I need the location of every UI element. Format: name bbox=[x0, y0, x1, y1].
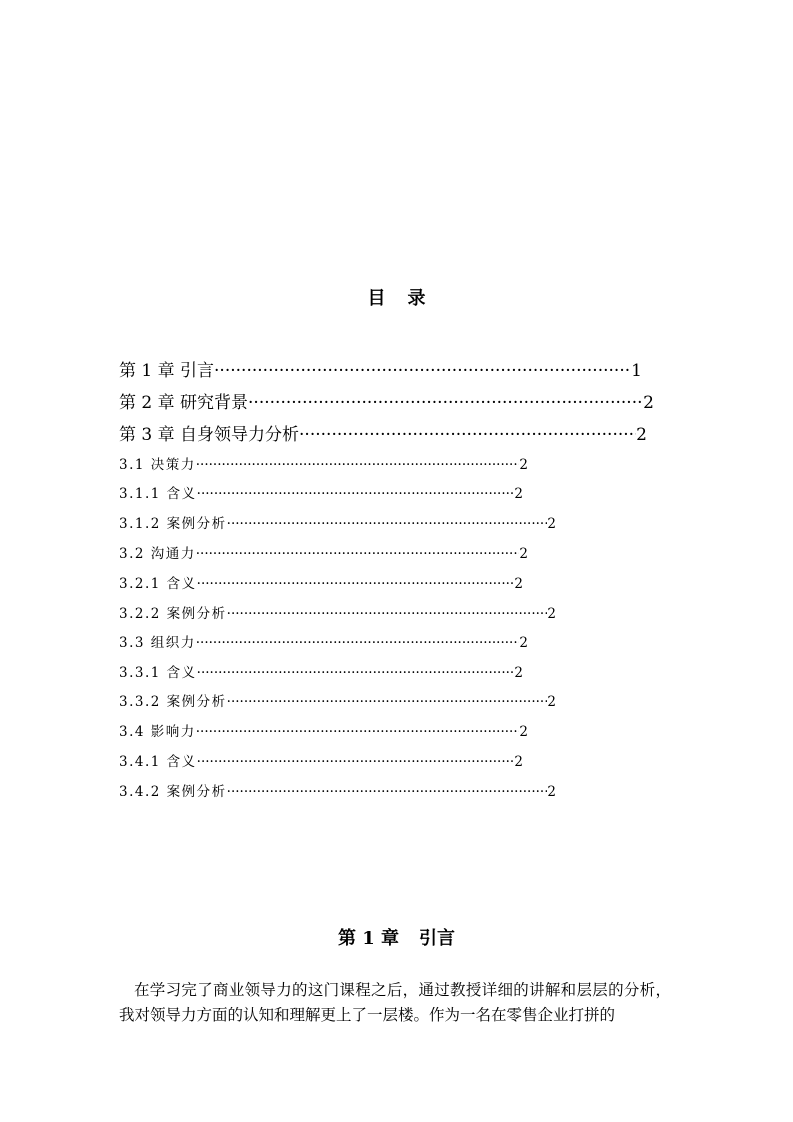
toc-entry-page: 2 bbox=[514, 665, 523, 681]
toc-entry-3-3-2[interactable] bbox=[119, 692, 556, 712]
toc-leader-dots bbox=[197, 484, 515, 504]
toc-entry-page: 2 bbox=[636, 425, 647, 445]
toc-entry-page: 2 bbox=[514, 754, 523, 770]
toc-entry-label: 第 3 章 自身领导力分析 bbox=[119, 425, 300, 445]
toc-entry-chapter-1[interactable] bbox=[119, 359, 642, 383]
toc-entry-3-3-1[interactable] bbox=[119, 663, 523, 683]
toc-leader-dots bbox=[227, 514, 548, 534]
toc-entry-3-4-1[interactable] bbox=[119, 752, 523, 772]
toc-entry-label: 3.2 沟通力 bbox=[119, 546, 196, 562]
toc-entry-page: 2 bbox=[514, 486, 523, 502]
toc-entry-label: 3.1 决策力 bbox=[119, 457, 196, 473]
toc-leader-dots bbox=[248, 391, 643, 415]
toc-leader-dots bbox=[196, 544, 520, 564]
chapter-1-number: 第 1 章 bbox=[337, 928, 400, 949]
toc-entry-page: 2 bbox=[547, 606, 556, 622]
toc-entry-page: 2 bbox=[547, 516, 556, 532]
toc-entry-label: 3.2.1 含义 bbox=[119, 576, 197, 592]
toc-entry-3-1-2[interactable] bbox=[119, 514, 556, 534]
toc-leader-dots bbox=[299, 423, 636, 447]
toc-entry-page: 1 bbox=[631, 361, 642, 381]
toc-entry-label: 3.4.1 含义 bbox=[119, 754, 197, 770]
toc-entry-page: 2 bbox=[519, 457, 528, 473]
toc-entry-label: 3.3 组织力 bbox=[119, 635, 196, 651]
toc-entry-label: 第 1 章 引言 bbox=[119, 361, 215, 381]
toc-entry-label: 3.3.1 含义 bbox=[119, 665, 197, 681]
toc-entry-3-3[interactable] bbox=[119, 633, 528, 653]
toc-entry-3-2-1[interactable] bbox=[119, 574, 523, 594]
toc-entry-label: 3.4.2 案例分析 bbox=[119, 784, 227, 800]
toc-leader-dots bbox=[197, 574, 515, 594]
toc-leader-dots bbox=[227, 604, 548, 624]
toc-entry-label: 第 2 章 研究背景 bbox=[119, 393, 249, 413]
toc-entry-3-2[interactable] bbox=[119, 544, 528, 564]
toc-entry-page: 2 bbox=[519, 546, 528, 562]
toc-title-char-1: 目 bbox=[367, 288, 386, 309]
toc-title-char-2: 录 bbox=[407, 288, 426, 309]
toc-entry-3-1-1[interactable] bbox=[119, 484, 523, 504]
toc-entry-3-1[interactable] bbox=[119, 455, 528, 475]
toc-entry-label: 3.4 影响力 bbox=[119, 724, 196, 740]
toc-leader-dots bbox=[227, 692, 548, 712]
toc-leader-dots bbox=[214, 359, 631, 383]
toc-entry-page: 2 bbox=[519, 724, 528, 740]
toc-entry-page: 2 bbox=[643, 393, 654, 413]
toc-entry-page: 2 bbox=[519, 635, 528, 651]
chapter-1-title: 引言 bbox=[419, 928, 456, 949]
toc-entry-label: 3.1.1 含义 bbox=[119, 486, 197, 502]
toc-entry-label: 3.3.2 案例分析 bbox=[119, 694, 227, 710]
toc-entry-3-2-2[interactable] bbox=[119, 604, 556, 624]
toc-entry-chapter-2[interactable] bbox=[119, 391, 654, 415]
chapter-1-paragraph: 在学习完了商业领导力的这门课程之后，通过教授详细的讲解和层层的分析，我对领导力方面的认知和理解更上了一层楼。作为一名在零售企业打拼的 bbox=[119, 981, 671, 1024]
toc-entry-3-4-2[interactable] bbox=[119, 782, 556, 802]
toc-entry-page: 2 bbox=[547, 694, 556, 710]
chapter-1-heading bbox=[0, 924, 793, 950]
toc-leader-dots bbox=[196, 633, 520, 653]
toc-leader-dots bbox=[196, 722, 520, 742]
toc-leader-dots bbox=[197, 663, 515, 683]
toc-entry-label: 3.2.2 案例分析 bbox=[119, 606, 227, 622]
toc-leader-dots bbox=[196, 455, 520, 475]
toc-leader-dots bbox=[227, 782, 548, 802]
toc-entry-3-4[interactable] bbox=[119, 722, 528, 742]
toc-leader-dots bbox=[197, 752, 515, 772]
toc-entry-page: 2 bbox=[547, 784, 556, 800]
toc-entry-chapter-3[interactable] bbox=[119, 423, 647, 447]
toc-title bbox=[0, 284, 793, 310]
toc-entry-page: 2 bbox=[514, 576, 523, 592]
toc-entry-label: 3.1.2 案例分析 bbox=[119, 516, 227, 532]
